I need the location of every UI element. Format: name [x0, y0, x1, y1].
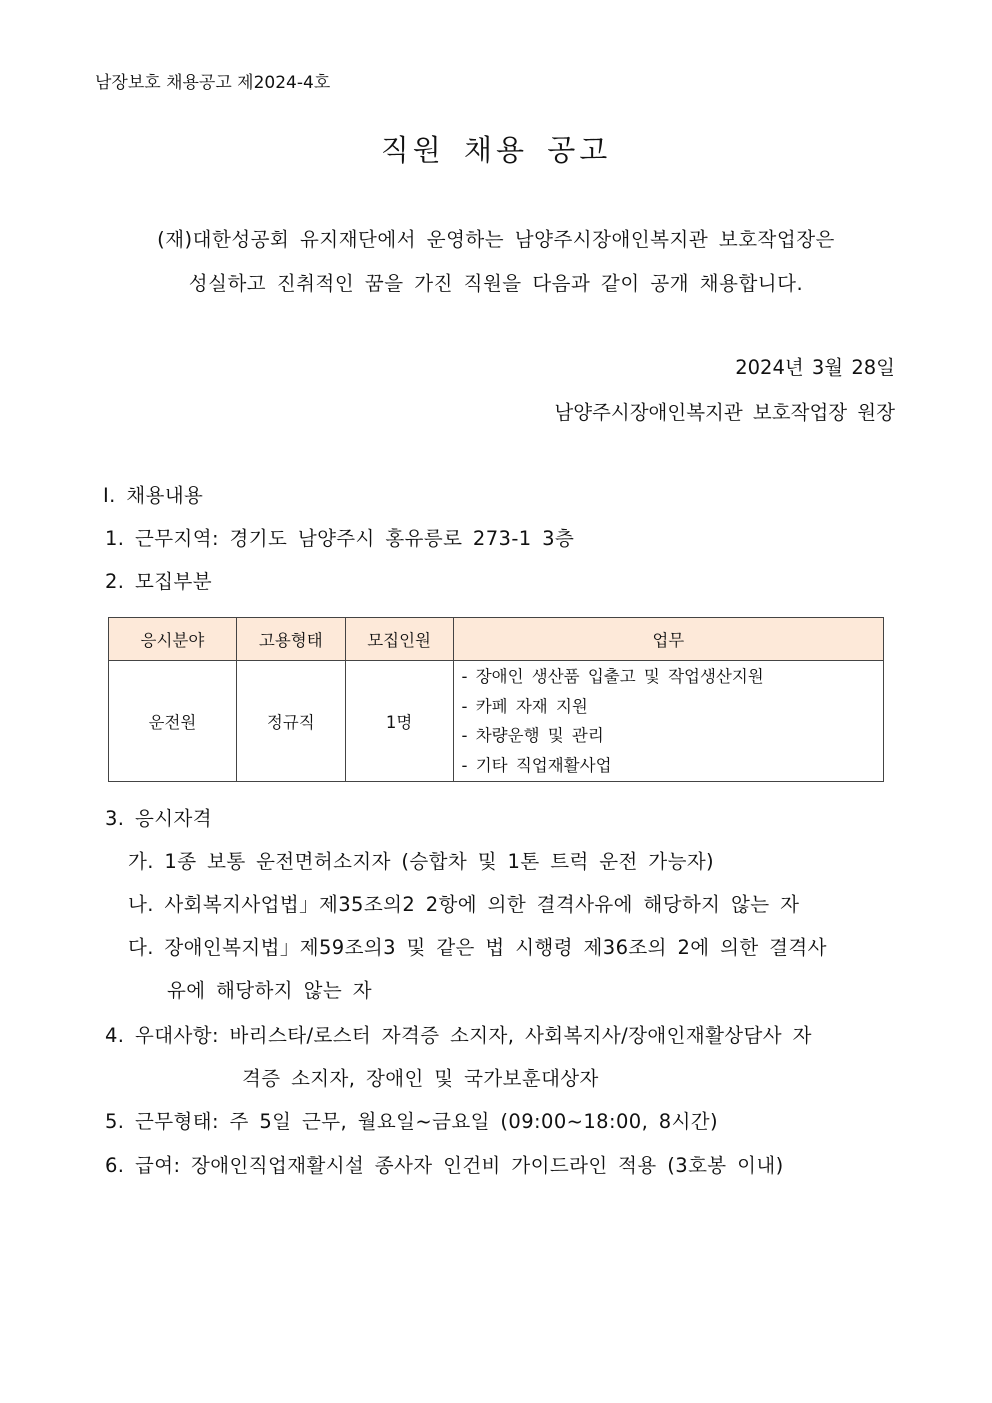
document-number: 남장보호 채용공고 제2024-4호 [95, 73, 331, 93]
duty-item: - 기타 직업재활사업 [461, 755, 612, 775]
duty-item: - 장애인 생산품 입출고 및 작업생산지원 [461, 667, 764, 686]
cell-field: 운전원 [109, 661, 237, 782]
table-row [109, 661, 884, 782]
qualifications-heading: 3. 응시자격 [105, 807, 212, 830]
qualification-c-line-2: 유에 해당하지 않는 자 [167, 979, 372, 1002]
cell-employment: 정규직 [236, 661, 345, 782]
duty-item: - 카페 자재 지원 [461, 696, 588, 716]
header-duties: 업무 [453, 618, 883, 661]
table-header-row [109, 618, 884, 661]
recruitment-table [108, 617, 884, 782]
preference-line-1: 4. 우대사항: 바리스타/로스터 자격증 소지자, 사회복지사/장애인재활상담사 자 [105, 1024, 812, 1047]
section-heading-recruitment: Ⅰ. 채용내용 [103, 484, 204, 507]
preference-line-2: 격증 소지자, 장애인 및 국가보훈대상자 [242, 1067, 599, 1090]
page-title: 직원 채용 공고 [380, 133, 612, 167]
qualification-c-line-1: 다. 장애인복지법」제59조의3 및 같은 법 시행령 제36조의 2에 의한 결격사 [128, 936, 827, 959]
qualification-b: 나. 사회복지사업법」제35조의2 2항에 의한 결격사유에 해당하지 않는 자 [128, 893, 800, 916]
header-field: 응시분야 [109, 618, 237, 661]
duty-item: - 차량운행 및 관리 [461, 726, 604, 745]
qualification-a: 가. 1종 보통 운전면허소지자 (승합차 및 1톤 트럭 운전 가능자) [128, 850, 715, 873]
notice-date: 2024년 3월 28일 [735, 356, 895, 379]
intro-line-1: (재)대한성공회 유지재단에서 운영하는 남양주시장애인복지관 보호작업장은 [157, 228, 835, 251]
cell-headcount: 1명 [345, 661, 453, 782]
salary: 6. 급여: 장애인직업재활시설 종사자 인건비 가이드라인 적용 (3호봉 이내) [105, 1154, 784, 1177]
work-hours: 5. 근무형태: 주 5일 근무, 월요일~금요일 (09:00~18:00, 8시간) [105, 1110, 719, 1133]
recruit-heading: 2. 모집부분 [105, 570, 212, 593]
header-headcount: 모집인원 [345, 618, 453, 661]
work-area: 1. 근무지역: 경기도 남양주시 홍유릉로 273-1 3층 [105, 527, 575, 550]
intro-line-2: 성실하고 진취적인 꿈을 가진 직원을 다음과 같이 공개 채용합니다. [188, 272, 804, 295]
cell-duties [453, 661, 883, 782]
header-employment: 고용형태 [236, 618, 345, 661]
signer: 남양주시장애인복지관 보호작업장 원장 [554, 401, 895, 424]
